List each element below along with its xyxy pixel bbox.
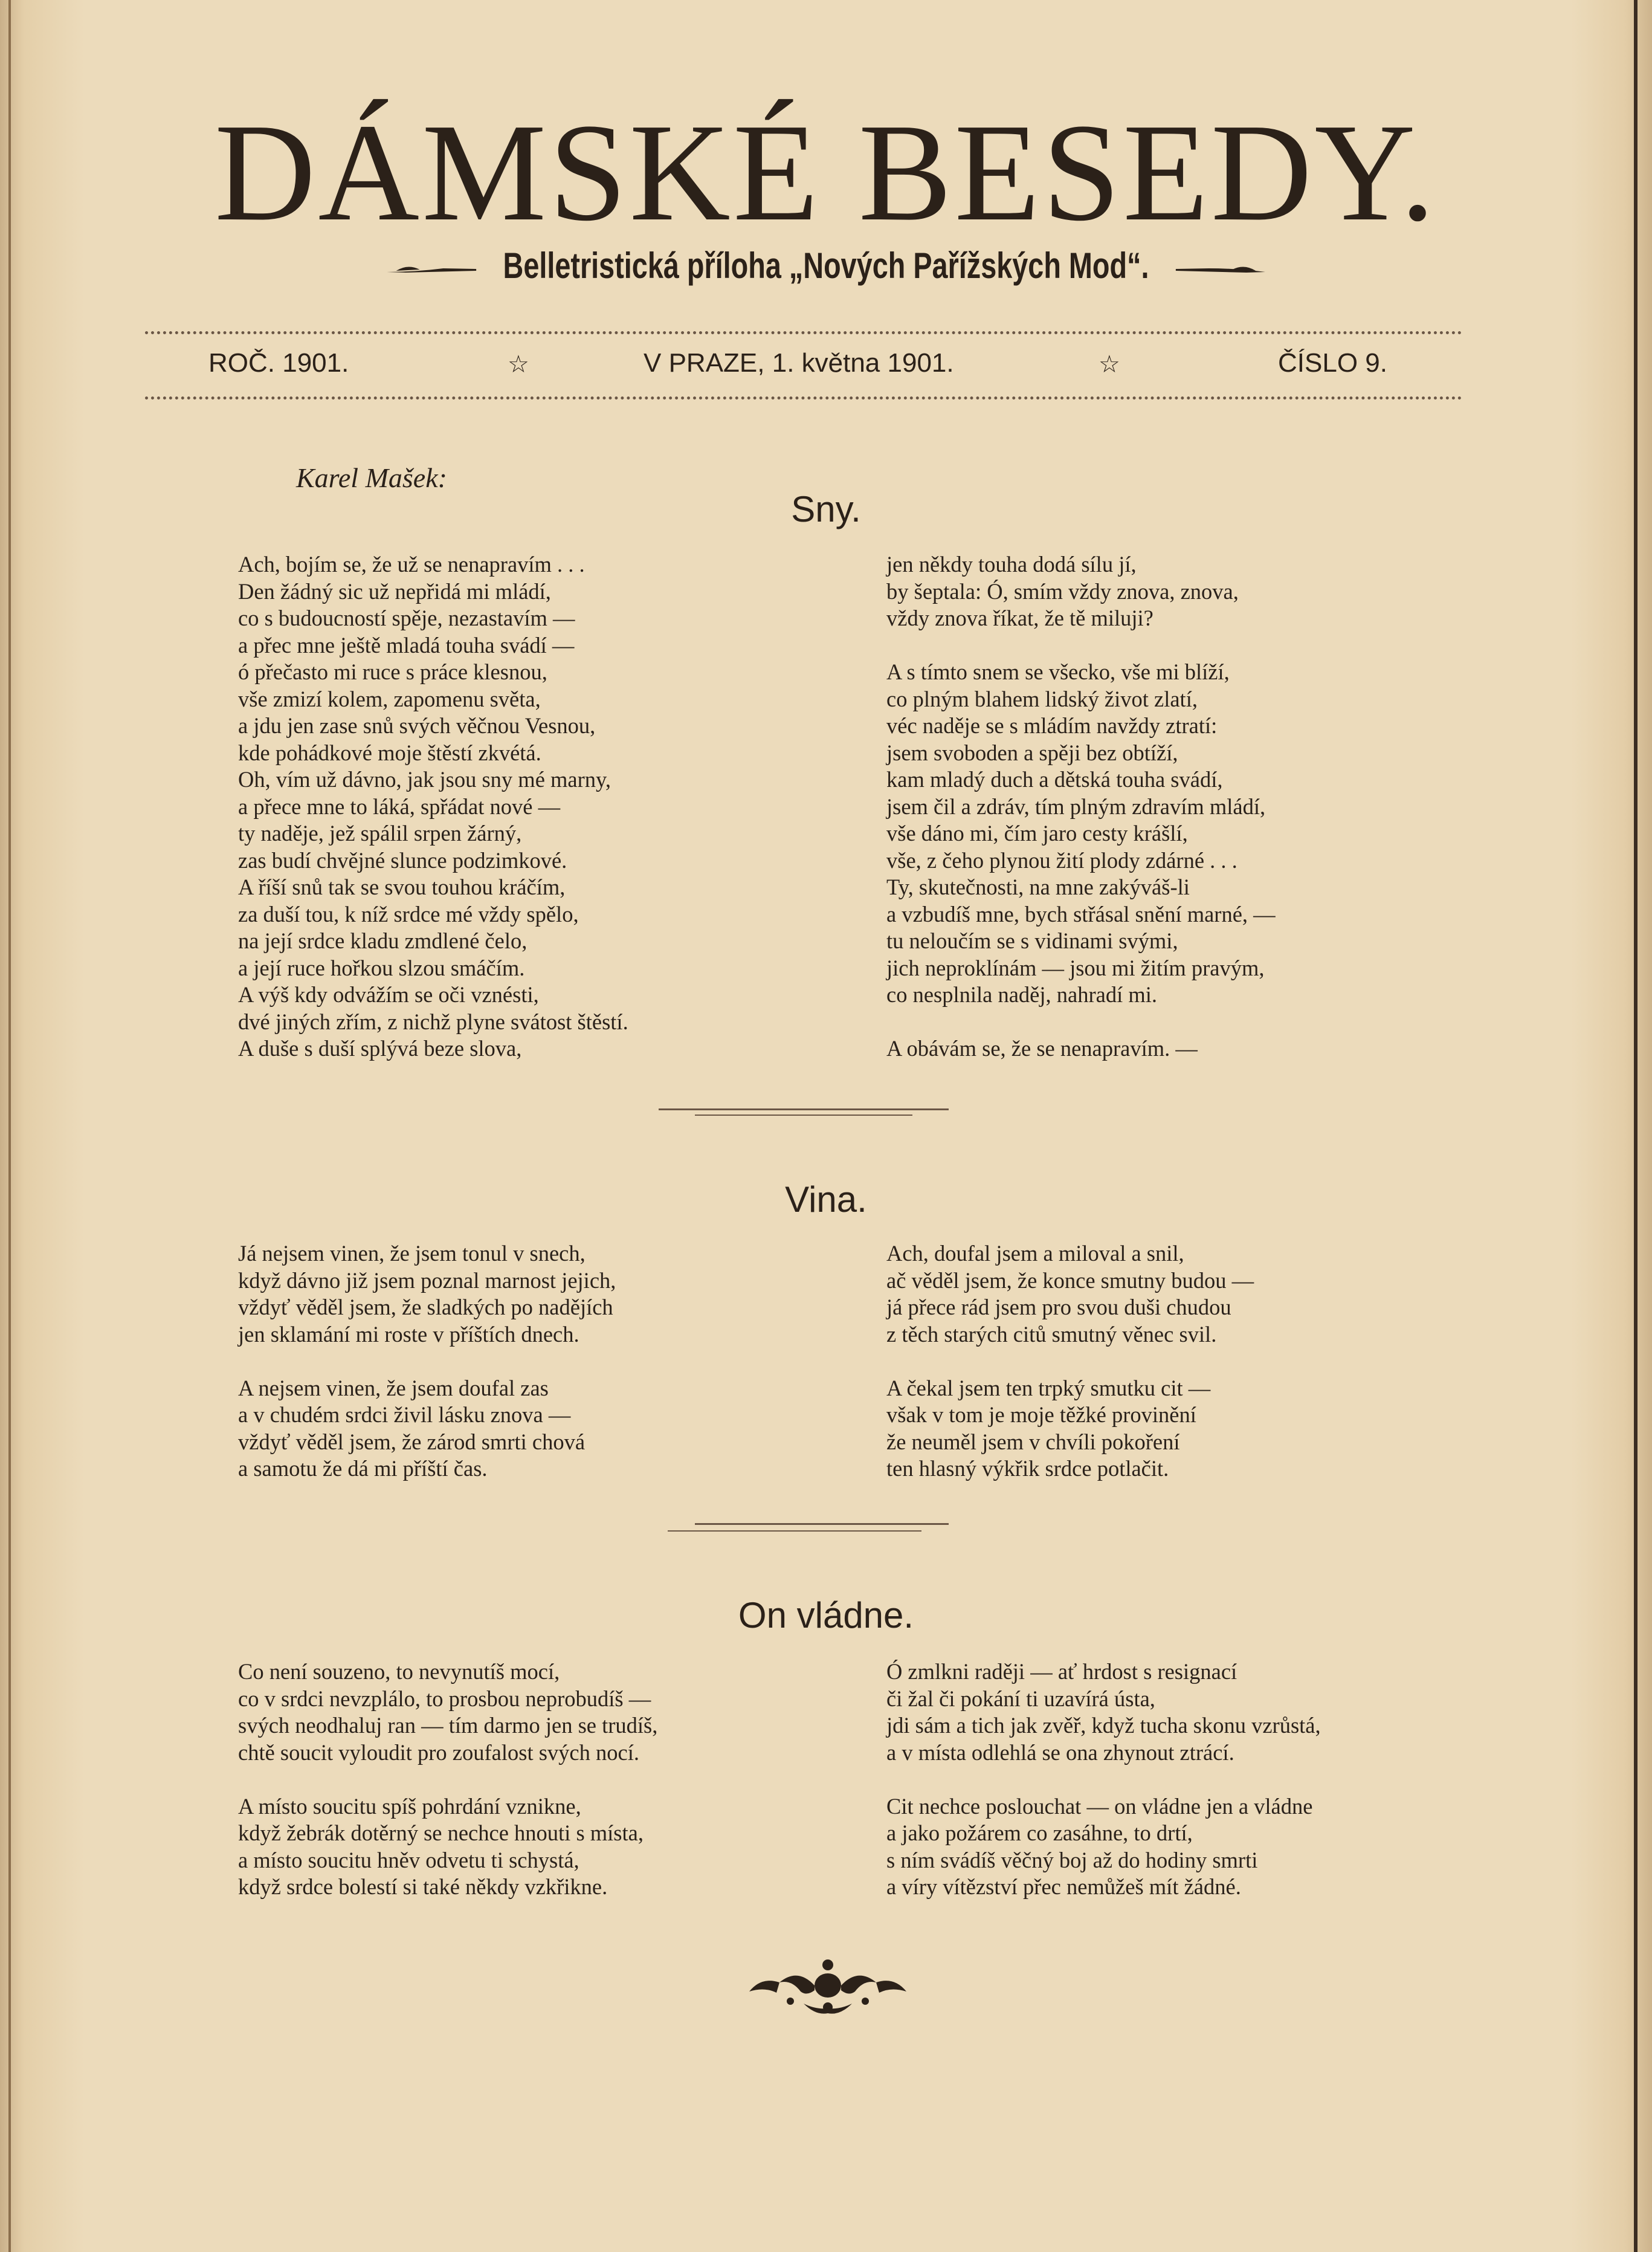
verse-line: a místo soucitu hněv odvetu ti schystá, [238,1847,579,1872]
verse-line: by šeptala: Ó, smím vždy znova, znova, [886,578,1239,604]
verse-line: A nejsem vinen, že jsem doufal zas [238,1375,549,1400]
verse-line: dvé jiných zřím, z nichž plyne svátost štěstí. [238,1009,628,1034]
verse-line: A čekal jsem ten trpký smutku cit — [886,1375,1211,1400]
verse-line: svých neodhaluj ran — tím darmo jen se trudíš, [238,1713,658,1738]
verse-line: A místo soucitu spíš pohrdání vznikne, [238,1793,581,1819]
stanza-gap [238,1348,616,1375]
verse-line: však v tom je moje těžké provinění [886,1402,1196,1427]
verse-line: ač věděl jsem, že konce smutny budou — [886,1267,1254,1293]
verse-line: Ó zmlkni raději — ať hrdost s resignací [886,1659,1237,1684]
stanza-gap [238,1766,657,1793]
verse-line: co plným blahem lidský život zlatí, [886,686,1198,711]
author-name: Karel Mašek: [296,462,447,493]
poem-column-left [238,1658,657,1901]
verse-line: a jdu jen zase snů svých věčnou Vesnou, [238,713,596,738]
verse-line: Ach, bojím se, že už se nenapravím . . . [238,552,585,577]
poem-title: On vládne. [738,1595,914,1636]
verse-line: a v místa odlehlá se ona zhynout ztrácí. [886,1739,1234,1765]
stanza-gap [886,1766,1321,1793]
issue-info-bar [145,345,1462,387]
star-icon: ☆ [1099,351,1120,378]
poem-title: Vina. [785,1179,867,1220]
verse-line: jen sklamání mi roste v příštích dnech. [238,1321,579,1347]
verse-line: a přece mne to láká, spřádat nové — [238,794,561,819]
star-icon: ☆ [508,351,529,378]
verse-line: a jako požárem co zasáhne, to drtí, [886,1820,1193,1845]
verse-line: a víry vítězství přec nemůžeš mít žádné. [886,1874,1241,1899]
verse-line: a v chudém srdci živil lásku znova — [238,1402,571,1427]
verse-line: vždyť věděl jsem, že sladkých po nadějích [238,1295,613,1319]
swash-right-ornament [1176,264,1265,273]
verse-line: Oh, vím už dávno, jak jsou sny mé marny, [238,767,611,792]
verse-line: zas budí chvějné slunce podzimkové. [238,847,567,873]
verse-line: ty naděje, jež spálil srpen žárný, [238,821,522,846]
swash-left-ornament [387,264,476,273]
verse-line: že neuměl jsem v chvíli pokoření [886,1429,1180,1454]
verse-line: A výš kdy odvážím se oči vznésti, [238,982,539,1007]
verse-line: když dávno již jsem poznal marnost jejich, [238,1267,616,1293]
section-divider [668,1530,921,1532]
verse-line: já přece rád jsem pro svou duši chudou [886,1295,1231,1319]
verse-line: chtě soucit vyloudit pro zoufalost svých nocí. [238,1739,639,1765]
stanza-gap [886,1009,1276,1036]
verse-line: a vzbudíš mne, bych střásal snění marné, — [886,901,1276,927]
verse-line: Cit nechce poslouchat — on vládne jen a vládne [886,1793,1313,1819]
stanza-gap [886,1348,1254,1375]
poem-column-left [238,551,628,1063]
verse-line: jsem čil a zdráv, tím plným zdravím mládí, [886,794,1266,819]
masthead-subtitle-row [182,245,1471,286]
section-divider [695,1523,949,1525]
verse-line: kam mladý duch a dětská touha svádí, [886,767,1223,792]
verse-line: Já nejsem vinen, že jsem tonul v snech, [238,1241,586,1266]
verse-line: co nesplnila naděj, nahradí mi. [886,982,1157,1007]
verse-line: na její srdce kladu zmdlené čelo, [238,928,528,953]
verse-line: a přec mne ještě mladá touha svádí — [238,632,575,658]
poem-column-right [886,1658,1321,1901]
verse-line: co s budoucností spěje, nezastavím — [238,606,575,630]
poem-column-right [886,551,1276,1063]
binding-edge [8,0,11,2252]
verse-line: za duší tou, k níž srdce mé vždy spělo, [238,901,579,927]
verse-line: či žal či pokání ti uzavírá ústa, [886,1686,1155,1711]
issue-number: ČÍSLO 9. [1278,348,1387,378]
verse-line: véc naděje se s mládím navždy ztratí: [886,713,1218,738]
verse-line: když žebrák dotěrný se nechce hnouti s místa, [238,1820,644,1845]
verse-line: s ním svádíš věčný boj až do hodiny smrti [886,1847,1258,1872]
stanza-gap [886,632,1276,659]
masthead-subtitle: Belletristická příloha „Nových Pařížských Mod“. [503,245,1149,286]
verse-line: kde pohádkové moje štěstí zkvétá. [238,740,541,765]
verse-line: když srdce bolestí si také někdy vzkřikne. [238,1874,608,1899]
verse-line: jen někdy touha dodá sílu jí, [886,552,1137,577]
verse-line: ten hlasný výkřik srdce potlačit. [886,1456,1169,1481]
section-divider [695,1115,912,1116]
poem-column-right [886,1240,1254,1483]
floral-ornament-icon [743,1949,912,2028]
verse-line: jdi sám a tich jak zvěř, když tucha skonu vzrůstá, [886,1713,1321,1738]
verse-line: ó přečasto mi ruce s práce klesnou, [238,659,547,684]
header-rule-top [145,331,1462,334]
verse-line: vše zmizí kolem, zapomenu světa, [238,686,541,711]
verse-line: co v srdci nevzplálo, to prosbou neprobudíš — [238,1686,651,1711]
header-rule-bottom [145,396,1462,400]
issue-place-date: V PRAZE, 1. května 1901. [644,348,954,378]
verse-line: A s tímto snem se všecko, vše mi blíží, [886,659,1230,684]
masthead-title: DÁMSKÉ BESEDY. [214,95,1438,250]
verse-line: A říší snů tak se svou touhou kráčím, [238,875,566,899]
verse-line: vše dáno mi, čím jaro cesty krášlí, [886,821,1188,846]
verse-line: Den žádný sic už nepřidá mi mládí, [238,578,551,604]
verse-line: Ty, skutečnosti, na mne zakýváš-li [886,875,1190,899]
poem-column-left [238,1240,616,1483]
verse-line: vše, z čeho plynou žití plody zdárné . . . [886,847,1237,873]
verse-line: tu neloučím se s vidinami svými, [886,928,1178,953]
verse-line: A obávám se, že se nenapravím. — [886,1036,1198,1061]
page-edge [1634,0,1637,2252]
section-divider [659,1108,949,1110]
verse-line: vždy znova říkat, že tě miluji? [886,606,1153,630]
verse-line: z těch starých citů smutný věnec svil. [886,1321,1217,1347]
verse-line: a její ruce hořkou slzou smáčím. [238,955,525,980]
verse-line: Ach, doufal jsem a miloval a snil, [886,1241,1184,1266]
verse-line: vždyť věděl jsem, že zárod smrti chová [238,1429,586,1454]
issue-year: ROČ. 1901. [208,348,349,378]
verse-line: jich neproklínám — jsou mi žitím pravým, [886,955,1265,980]
verse-line: Co není souzeno, to nevynutíš mocí, [238,1659,560,1684]
verse-line: jsem svoboden a spěji bez obtíží, [886,740,1178,765]
verse-line: a samotu že dá mi příští čas. [238,1456,488,1481]
verse-line: A duše s duší splývá beze slova, [238,1036,522,1061]
poem-title: Sny. [791,489,861,529]
